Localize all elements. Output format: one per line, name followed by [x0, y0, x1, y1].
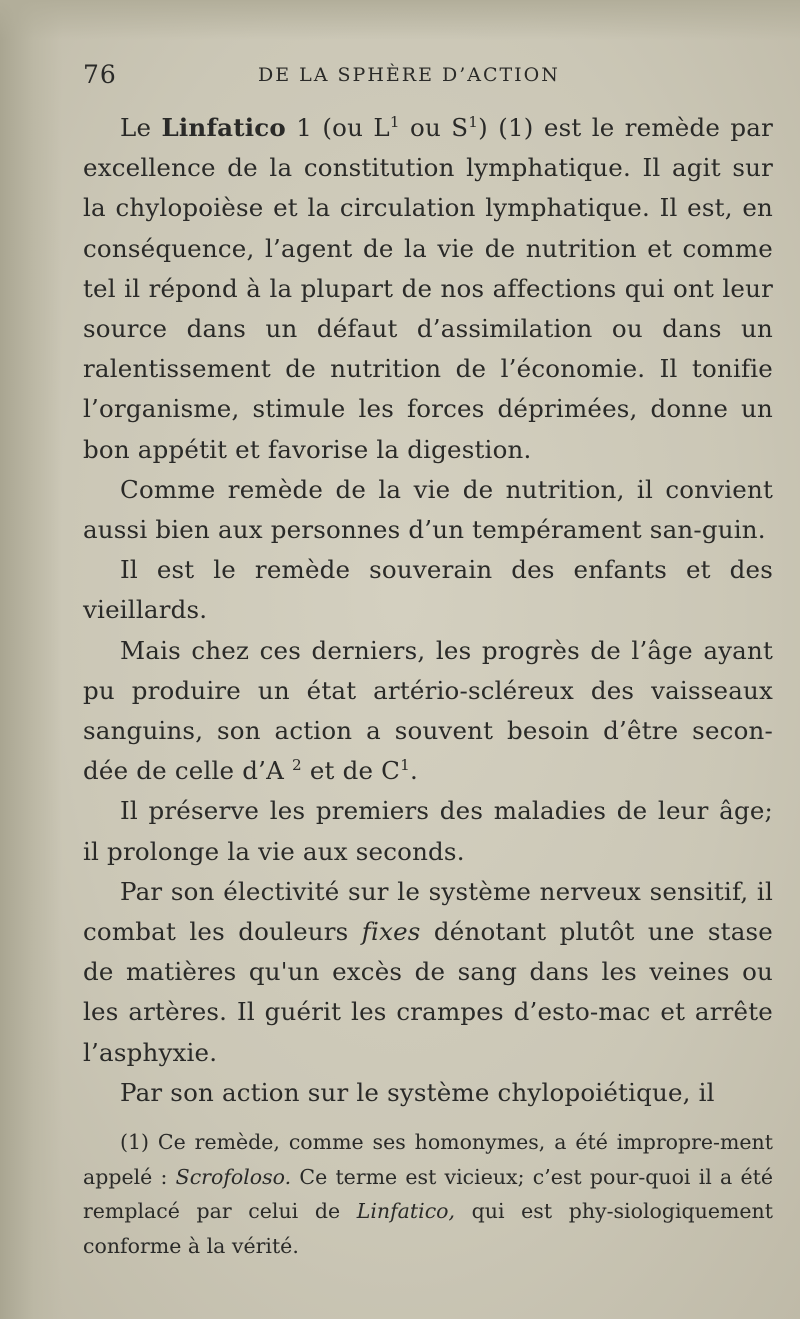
- footnotes: [83, 1125, 773, 1263]
- text-run: Le: [120, 113, 162, 142]
- paragraph: [83, 791, 773, 871]
- page-number: 76: [83, 60, 117, 89]
- text-run: ou S: [399, 113, 469, 142]
- superscript: 2: [291, 756, 302, 775]
- text-run: dénotant plutôt une stase de matières qu'un excès de sang dans les veines ou les artères. Il guérit les crampes d’esto-mac et arrête l’asphyxie.: [83, 917, 773, 1067]
- text-run: et de C: [301, 756, 401, 786]
- text-run: (1) Ce remède, comme ses homonymes, a été impropre-ment appelé :: [83, 1130, 773, 1189]
- italic-text: Linfatico,: [356, 1199, 456, 1223]
- text-run: Mais chez ces derniers, les progrès de l’âge ayant pu produire un état artério-scléreux des vaisseaux sanguins, son action a souvent besoin d’être secon-dée de celle d’A: [83, 635, 773, 786]
- text-run: Comme remède de la vie de nutrition, il convient aussi bien aux personnes d’un tempérament san-guin.: [83, 474, 773, 545]
- paragraph: [83, 631, 773, 792]
- page-edge-shadow: [0, 0, 62, 1319]
- text-run: Il est le remède souverain des enfants et des vieillards.: [83, 555, 773, 625]
- remedy-name: Linfatico: [161, 113, 286, 142]
- text-run: Par son électivité sur le système nerveux sensitif, il combat les douleurs: [83, 876, 773, 947]
- paragraph: [83, 108, 773, 470]
- superscript: 1: [468, 112, 479, 131]
- footnote: [83, 1125, 773, 1263]
- page-top-shadow: [0, 0, 800, 40]
- text-run: 1 (ou L: [285, 113, 390, 142]
- running-header: [83, 60, 763, 96]
- superscript: 1: [400, 756, 410, 775]
- superscript: 1: [389, 112, 400, 131]
- text-run: Par son action sur le système chylopoiétique, il: [120, 1077, 715, 1107]
- text-run: .: [409, 756, 418, 786]
- body-text: [83, 108, 773, 1113]
- italic-text: Scrofoloso.: [175, 1164, 292, 1189]
- paragraph: [83, 872, 773, 1073]
- italic-text: fixes: [361, 917, 421, 947]
- paragraph: [83, 470, 773, 550]
- paragraph: [83, 1073, 773, 1113]
- text-run: ) (1) est le remède par excellence de la constitution lymphatique. Il agit sur la chylopoièse et la circulation lymphatique. Il est, en conséquence, l’agent de la vie de nutrition et comme tel il répond à la plupart de nos affections qui ont leur source dans un défaut d’assimilation ou dans un ralentissement de nutrition de l’économie. Il tonifie l’organisme, stimule les forces déprimées, donne un bon appétit et favorise la digestion.: [83, 113, 773, 464]
- text-run: Il préserve les premiers des maladies de leur âge; il prolonge la vie aux seconds.: [83, 796, 773, 866]
- text-run: Ce terme est vicieux; c’est pour-quoi il a été remplacé par celui de: [83, 1164, 773, 1223]
- running-title: DE LA SPHÈRE D’ACTION: [258, 64, 560, 86]
- text-run: qui est phy-siologiquement conforme à la vérité.: [83, 1199, 773, 1258]
- paragraph: [83, 550, 773, 630]
